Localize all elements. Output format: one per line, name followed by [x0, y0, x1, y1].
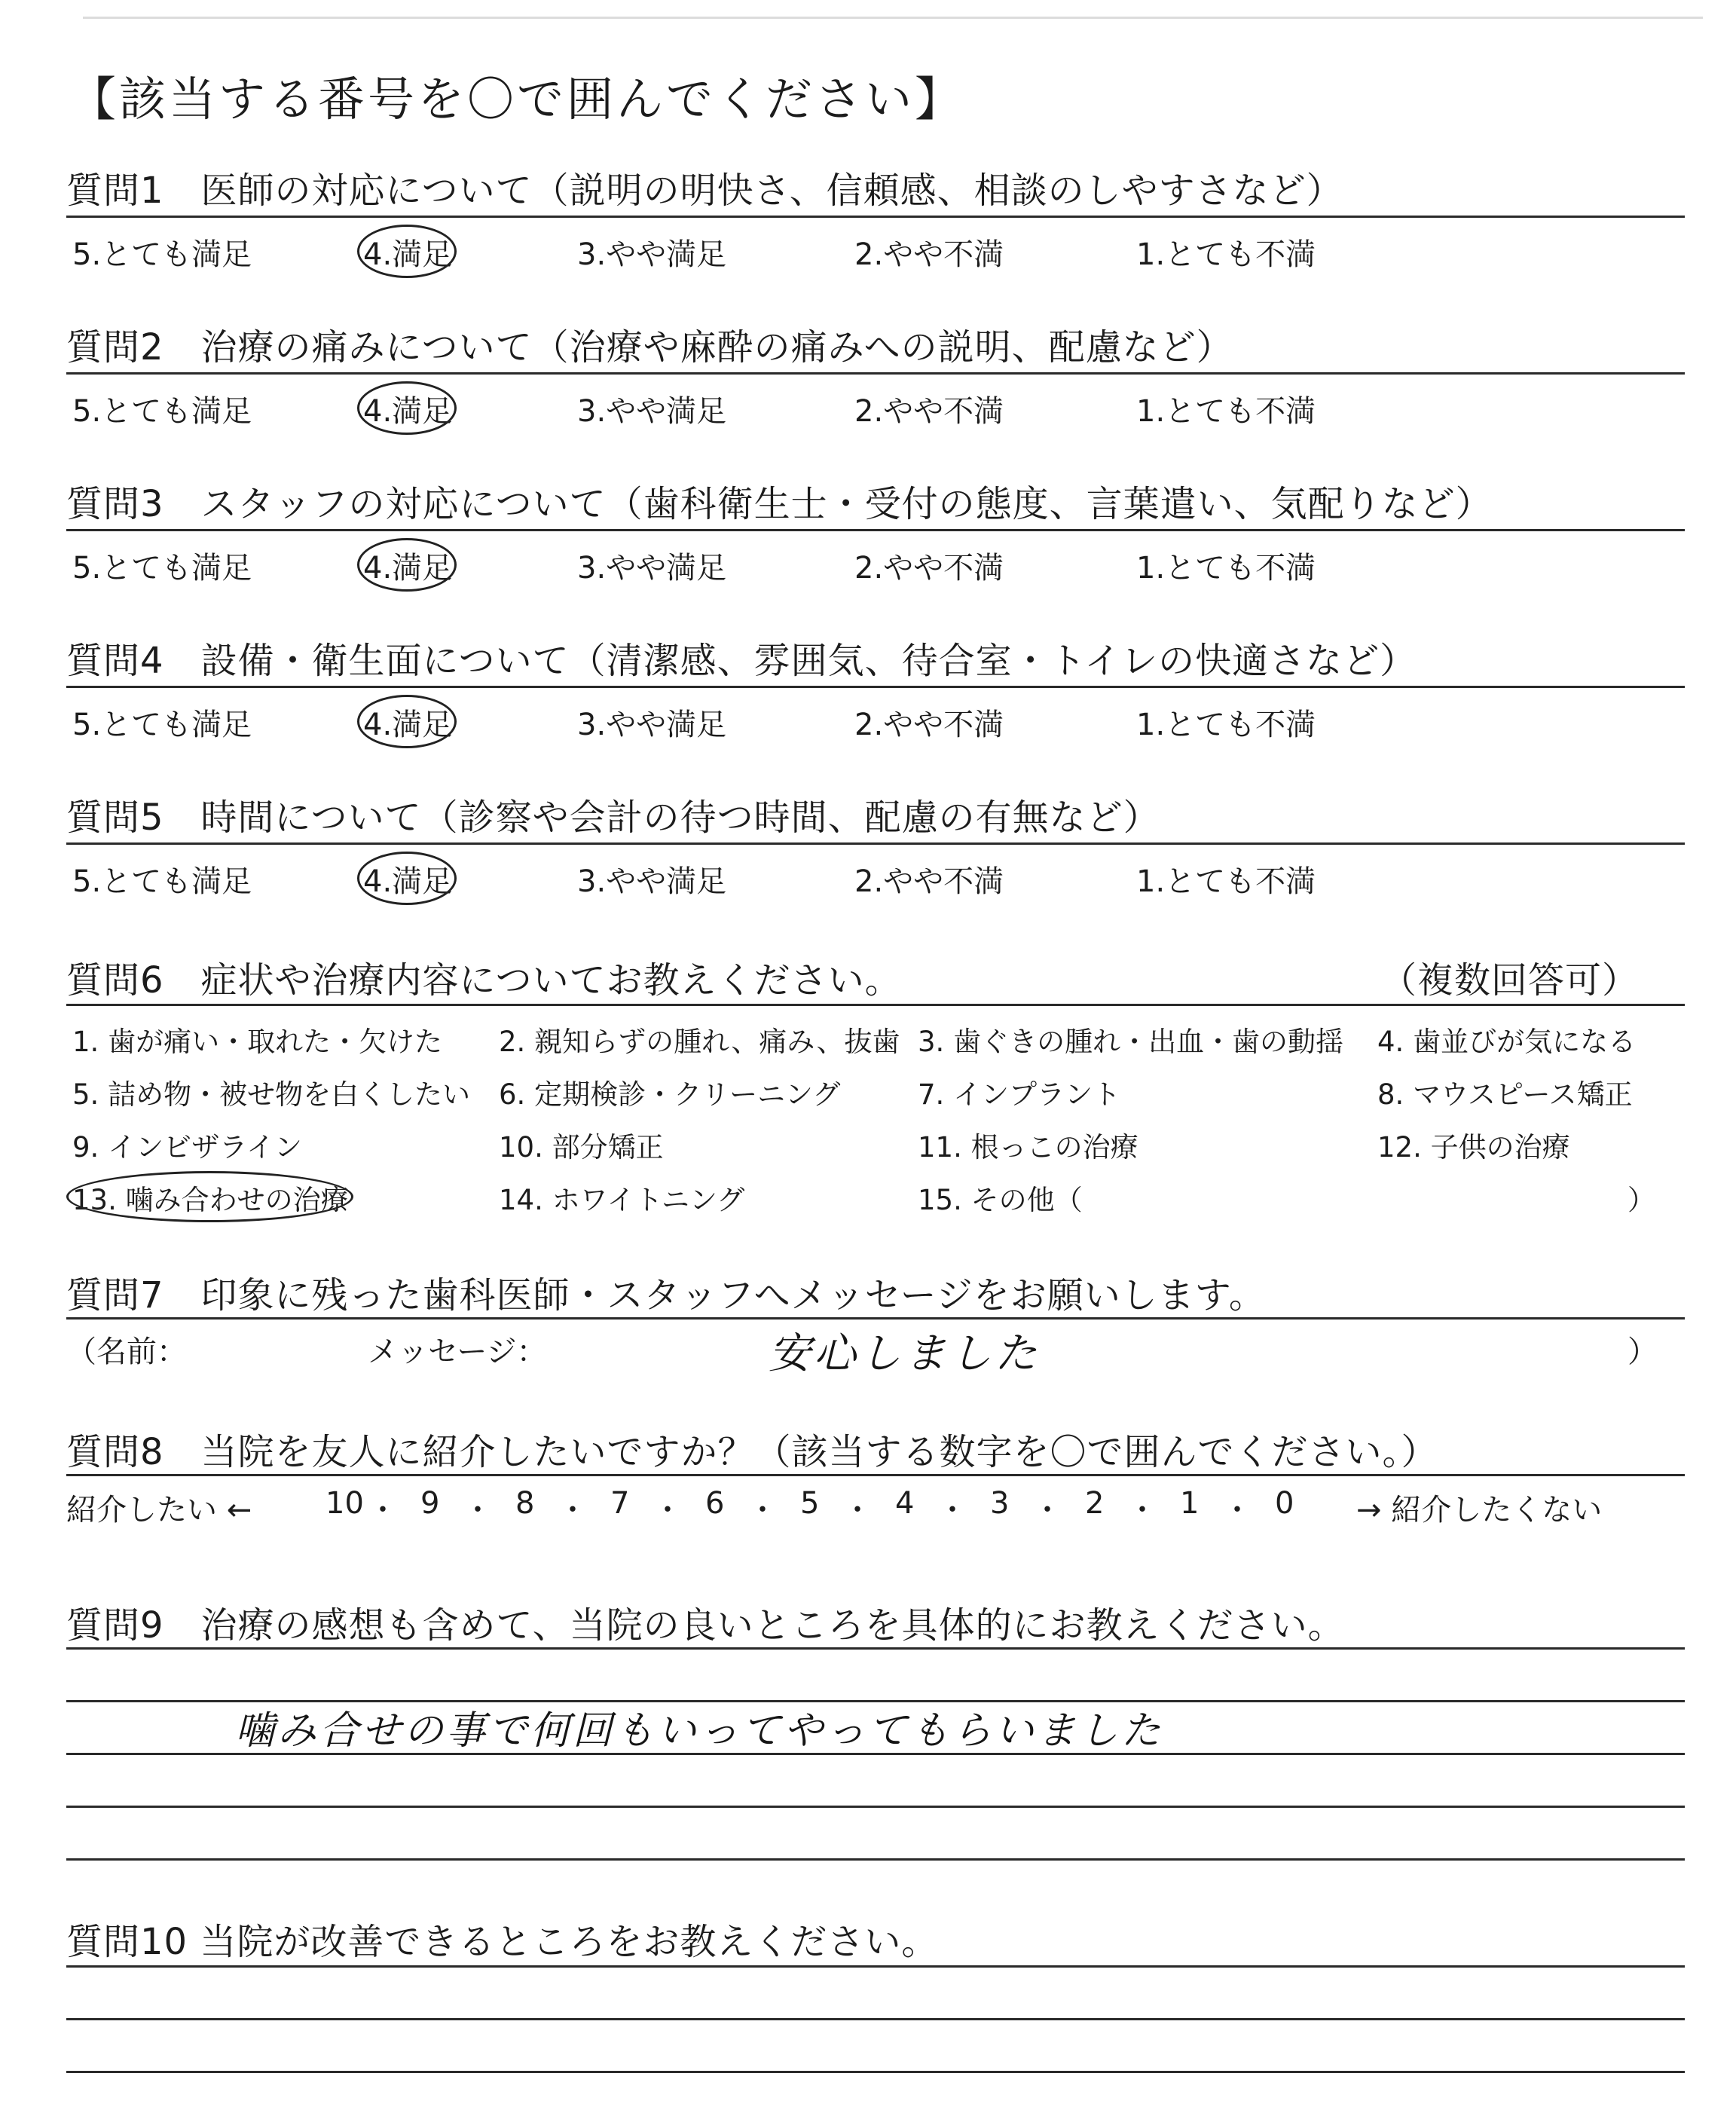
q3-option-2[interactable]	[854, 544, 1004, 587]
option-label: 3.やや満足	[577, 551, 727, 586]
q9-rule-1	[66, 1647, 1685, 1650]
option-label: 4.満足	[363, 387, 452, 430]
q8-number-7[interactable]: 7	[610, 1486, 630, 1521]
q4-option-3[interactable]	[577, 701, 726, 744]
q2-rule	[66, 372, 1685, 375]
option-label: 2.やや不満	[854, 551, 1004, 586]
q2-option-5[interactable]	[72, 387, 252, 430]
option-label: 6. 定期検診・クリーニング	[499, 1078, 841, 1111]
q2-title: 質問2 治療の痛みについて（治療や麻酔の痛みへの説明、配慮など）	[66, 326, 1233, 368]
option-label: 1.とても不満	[1136, 237, 1316, 272]
q6-option-14[interactable]	[499, 1177, 744, 1218]
q4-title: 質問4 設備・衛生面について（清潔感、雰囲気、待合室・トイレの快適さなど）	[66, 640, 1417, 682]
q8-separator: ・	[937, 1493, 967, 1527]
q5-option-2[interactable]	[854, 858, 1004, 901]
option-label: 5.とても満足	[72, 237, 252, 272]
q2-option-4[interactable]	[363, 387, 452, 430]
option-label: 10. 部分矯正	[499, 1131, 664, 1164]
option-label: 1.とても不満	[1136, 551, 1316, 586]
q5-option-4[interactable]	[363, 858, 452, 901]
q8-separator: ・	[368, 1493, 398, 1527]
q1-title: 質問1 医師の対応について（説明の明快さ、信頼感、相談のしやすさなど）	[66, 170, 1343, 212]
option-label: 1.とても不満	[1136, 864, 1316, 899]
option-label: 15. その他（	[918, 1184, 1083, 1216]
option-label: 5. 詰め物・被せ物を白くしたい	[72, 1078, 471, 1111]
q6-option-15[interactable]	[918, 1177, 1083, 1218]
q6-option-13[interactable]	[72, 1177, 349, 1218]
q6-option-4[interactable]	[1377, 1019, 1636, 1060]
q10-title: 質問10 当院が改善できるところをお教えください。	[66, 1921, 939, 1963]
q5-title: 質問5 時間について（診察や会計の待つ時間、配慮の有無など）	[66, 797, 1160, 839]
option-label: 5.とても満足	[72, 864, 252, 899]
q2-option-3[interactable]	[577, 387, 726, 430]
option-label: 3.やや満足	[577, 708, 727, 742]
q7-handwritten-message: 安心しました	[769, 1329, 1040, 1378]
option-label: 14. ホワイトニング	[499, 1184, 745, 1216]
q8-number-8[interactable]: 8	[515, 1486, 535, 1521]
option-label: 7. インプラント	[918, 1078, 1121, 1111]
option-label: 2.やや不満	[854, 394, 1004, 429]
q6-option-6[interactable]	[499, 1072, 840, 1112]
scan-top-edge	[83, 17, 1703, 19]
q6-option-1[interactable]	[72, 1019, 442, 1060]
q8-rule	[66, 1474, 1685, 1476]
q1-option-1[interactable]	[1136, 231, 1316, 274]
option-label: 5.とても満足	[72, 708, 252, 742]
q6-option-close-paren	[1628, 1177, 1655, 1218]
option-label: 4.満足	[363, 231, 452, 274]
q8-number-3[interactable]: 3	[990, 1486, 1010, 1521]
q8-left-label: 紹介したい ←	[66, 1493, 252, 1527]
q8-title: 質問8 当院を友人に紹介したいですか？（該当する数字を〇で囲んでください。）	[66, 1431, 1438, 1473]
q8-number-1[interactable]: 1	[1180, 1486, 1200, 1521]
q6-option-5[interactable]	[72, 1072, 470, 1112]
q6-option-12[interactable]	[1377, 1124, 1570, 1165]
q8-separator: ・	[463, 1493, 493, 1527]
option-label: 11. 根っこの治療	[918, 1131, 1138, 1164]
q7-message-label: メッセージ：	[368, 1335, 547, 1369]
q6-option-7[interactable]	[918, 1072, 1120, 1112]
q7-title: 質問7 印象に残った歯科医師・スタッフへメッセージをお願いします。	[66, 1274, 1266, 1316]
q6-title: 質問6 症状や治療内容についてお教えください。	[66, 959, 902, 1001]
option-label: 4.満足	[363, 701, 452, 744]
q6-option-3[interactable]	[918, 1019, 1343, 1060]
q4-option-1[interactable]	[1136, 701, 1316, 744]
option-label: 12. 子供の治療	[1377, 1131, 1570, 1164]
q3-option-1[interactable]	[1136, 544, 1316, 587]
q6-option-8[interactable]	[1377, 1072, 1633, 1112]
option-label: 5.とても満足	[72, 551, 252, 586]
q8-separator: ・	[1222, 1493, 1252, 1527]
option-label: 2. 親知らずの腫れ、痛み、抜歯	[499, 1026, 900, 1058]
q8-number-2[interactable]: 2	[1085, 1486, 1105, 1521]
option-label: 2.やや不満	[854, 708, 1004, 742]
q2-option-1[interactable]	[1136, 387, 1316, 430]
q9-rule-4	[66, 1806, 1685, 1808]
q5-option-3[interactable]	[577, 858, 726, 901]
q6-option-10[interactable]	[499, 1124, 664, 1165]
q8-number-0[interactable]: 0	[1275, 1486, 1294, 1521]
q8-separator: ・	[558, 1493, 588, 1527]
q8-number-10[interactable]: 10	[326, 1486, 364, 1521]
q3-option-4[interactable]	[363, 544, 452, 587]
q4-option-2[interactable]	[854, 701, 1004, 744]
q1-rule	[66, 216, 1685, 218]
option-label: 3.やや満足	[577, 237, 727, 272]
q1-option-4[interactable]	[363, 231, 452, 274]
option-label: 2.やや不満	[854, 237, 1004, 272]
option-label: 3. 歯ぐきの腫れ・出血・歯の動揺	[918, 1026, 1344, 1058]
option-label: 3.やや満足	[577, 394, 727, 429]
q3-rule	[66, 529, 1685, 531]
q6-note: （複数回答可）	[1380, 959, 1640, 1001]
q3-option-3[interactable]	[577, 544, 726, 587]
q1-option-3[interactable]	[577, 231, 726, 274]
option-label: 4.満足	[363, 858, 452, 901]
q9-rule-5	[66, 1858, 1685, 1861]
option-label: 1.とても不満	[1136, 394, 1316, 429]
q8-separator: ・	[1032, 1493, 1062, 1527]
q6-rule	[66, 1004, 1685, 1006]
q7-rule	[66, 1317, 1685, 1320]
q4-option-5[interactable]	[72, 701, 252, 744]
q9-title: 質問9 治療の感想も含めて、当院の良いところを具体的にお教えください。	[66, 1604, 1345, 1647]
q6-option-2[interactable]	[499, 1019, 900, 1060]
option-label: 4. 歯並びが気になる	[1377, 1026, 1637, 1058]
q1-option-2[interactable]	[854, 231, 1004, 274]
q4-option-4[interactable]	[363, 701, 452, 744]
q8-separator: ・	[1127, 1493, 1157, 1527]
q6-option-11[interactable]	[918, 1124, 1138, 1165]
option-label: 8. マウスピース矯正	[1377, 1078, 1633, 1111]
q10-rule-2	[66, 2018, 1685, 2020]
q7-close-paren: ）	[1628, 1335, 1658, 1369]
q10-rule-3	[66, 2071, 1685, 2073]
q2-option-2[interactable]	[854, 387, 1004, 430]
q10-rule-1	[66, 1965, 1685, 1968]
option-label: 4.満足	[363, 544, 452, 587]
q6-option-9[interactable]	[72, 1124, 302, 1165]
q3-title: 質問3 スタッフの対応について（歯科衛生士・受付の態度、言葉遣い、気配りなど）	[66, 483, 1493, 525]
q5-option-5[interactable]	[72, 858, 252, 901]
option-label: 1. 歯が痛い・取れた・欠けた	[72, 1026, 443, 1058]
q8-separator: ・	[842, 1493, 873, 1527]
q9-handwritten-answer: 噛み合せの事で何回もいってやってもらいました	[235, 1708, 1164, 1754]
option-label: ）	[1628, 1184, 1655, 1216]
q8-number-5[interactable]: 5	[800, 1486, 820, 1521]
option-label: 13. 噛み合わせの治療	[72, 1177, 349, 1218]
q8-number-9[interactable]: 9	[420, 1486, 440, 1521]
q8-number-4[interactable]: 4	[895, 1486, 915, 1521]
option-label: 1.とても不満	[1136, 708, 1316, 742]
option-label: 5.とても満足	[72, 394, 252, 429]
option-label: 9. インビザライン	[72, 1131, 302, 1164]
q7-name-label: （名前：	[66, 1335, 187, 1369]
option-label: 2.やや不満	[854, 864, 1004, 899]
q4-rule	[66, 686, 1685, 688]
q8-number-6[interactable]: 6	[705, 1486, 725, 1521]
q1-option-5[interactable]	[72, 231, 252, 274]
instruction-header: 【該当する番号を〇で囲んでください】	[69, 72, 965, 127]
q8-separator: ・	[653, 1493, 683, 1527]
q5-option-1[interactable]	[1136, 858, 1316, 901]
q8-right-label: → 紹介したくない	[1356, 1493, 1603, 1527]
q5-rule	[66, 842, 1685, 845]
q8-separator: ・	[747, 1493, 778, 1527]
q9-rule-3	[66, 1753, 1685, 1755]
option-label: 3.やや満足	[577, 864, 727, 899]
q3-option-5[interactable]	[72, 544, 252, 587]
